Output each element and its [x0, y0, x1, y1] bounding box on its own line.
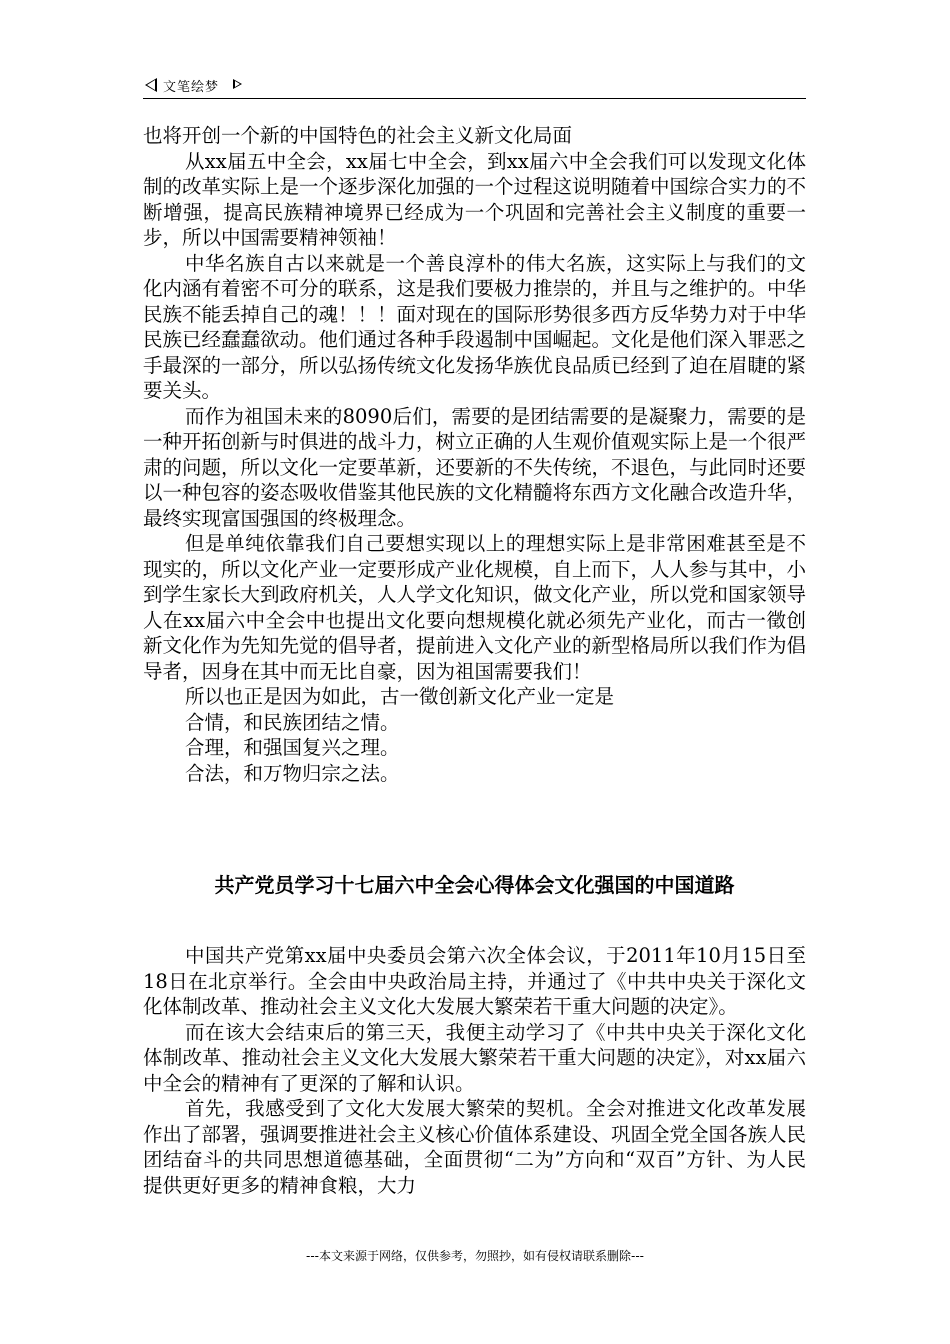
section-1-body: [143, 123, 806, 786]
page-footer-disclaimer: ---本文来源于网络，仅供参考，勿照抄，如有侵权请联系删除---: [306, 1249, 644, 1263]
page-header: [143, 74, 806, 99]
paragraph: 中华名族自古以来就是一个善良淳朴的伟大名族，这实际上与我们的文化内涵有着密不可分的联系，这是我们要极力推崇的，并且与之维护的。中华民族不能丢掉自己的魂！！！面对现在的国际形势很多西方反华势力对于中华民族已经蠢蠢欲动。他们通过各种手段遏制中国崛起。文化是他们深入罪恶之手最深的一部分，所以弘扬传统文化发扬华族优良品质已经到了迫在眉睫的紧要关头。: [143, 251, 807, 402]
paragraph: 而作为祖国未来的8090后们，需要的是团结需要的是凝聚力，需要的是一种开拓创新与时俱进的战斗力，树立正确的人生观价值观实际上是一个很严肃的问题，所以文化一定要革新，还要新的不失传统，不退色，与此同时还要以一种包容的姿态吸收借鉴其他民族的文化精髓将东西方文化融合改造升华，最终实现富国强国的终极理念。: [143, 404, 807, 530]
paragraph: 从xx届五中全会，xx届七中全会，到xx届六中全会我们可以发现文化体制的改革实际上是一个逐步深化加强的一个过程这说明随着中国综合实力的不断增强，提高民族精神境界已经成为一个巩固和完善社会主义制度的重要一步，所以中国需要精神领袖！: [143, 149, 807, 249]
header-brand: 文笔绘梦: [163, 80, 220, 95]
section-2-body: [143, 943, 806, 1198]
triangle-left-icon: [145, 78, 157, 92]
triangle-right-icon: [233, 79, 242, 89]
paragraph: 而在该大会结束后的第三天，我便主动学习了《中共中央关于深化文化体制改革、推动社会主义文化大发展大繁荣若干重大问题的决定》，对xx届六中全会的精神有了更深的了解和认识。: [143, 1020, 806, 1095]
paragraph: 也将开创一个新的中国特色的社会主义新文化局面: [143, 124, 573, 147]
paragraph: 合法，和万物归宗之法。: [185, 761, 400, 785]
paragraph: 首先，我感受到了文化大发展大繁荣的契机。全会对推进文化改革发展作出了部署，强调要推进社会主义核心价值体系建设、巩固全党全国各族人民团结奋斗的共同思想道德基础，全面贯彻“二为”方向和“双百”方针、为人民提供更好更多的精神食粮，大力: [143, 1097, 807, 1197]
article-title: 共产党员学习十七届六中全会心得体会文化强国的中国道路: [214, 873, 735, 897]
paragraph: 中国共产党第xx届中央委员会第六次全体会议，于2011年10月15日至18日在北京举行。全会由中央政治局主持，并通过了《中共中央关于深化文化体制改革、推动社会主义文化大发展大繁荣若干重大问题的决定》。: [143, 944, 806, 1018]
paragraph: 所以也正是因为如此，古一徵创新文化产业一定是: [185, 685, 615, 708]
paragraph: 但是单纯依靠我们自己要想实现以上的理想实际上是非常困难甚至是不现实的，所以文化产业一定要形成产业化规模，自上而下，人人参与其中，小到学生家长大到政府机关，人人学文化知识，做文化产业，所以党和国家领导人在xx届六中全会中也提出文化要向想规模化就必须先产业化，而古一徵创新文化作为先知先觉的倡导者，提前进入文化产业的新型格局所以我们作为倡导者，因身在其中而无比自豪，因为祖国需要我们！: [143, 532, 807, 683]
paragraph: 合情，和民族团结之情。: [185, 710, 400, 734]
paragraph: 合理，和强国复兴之理。: [185, 736, 400, 759]
